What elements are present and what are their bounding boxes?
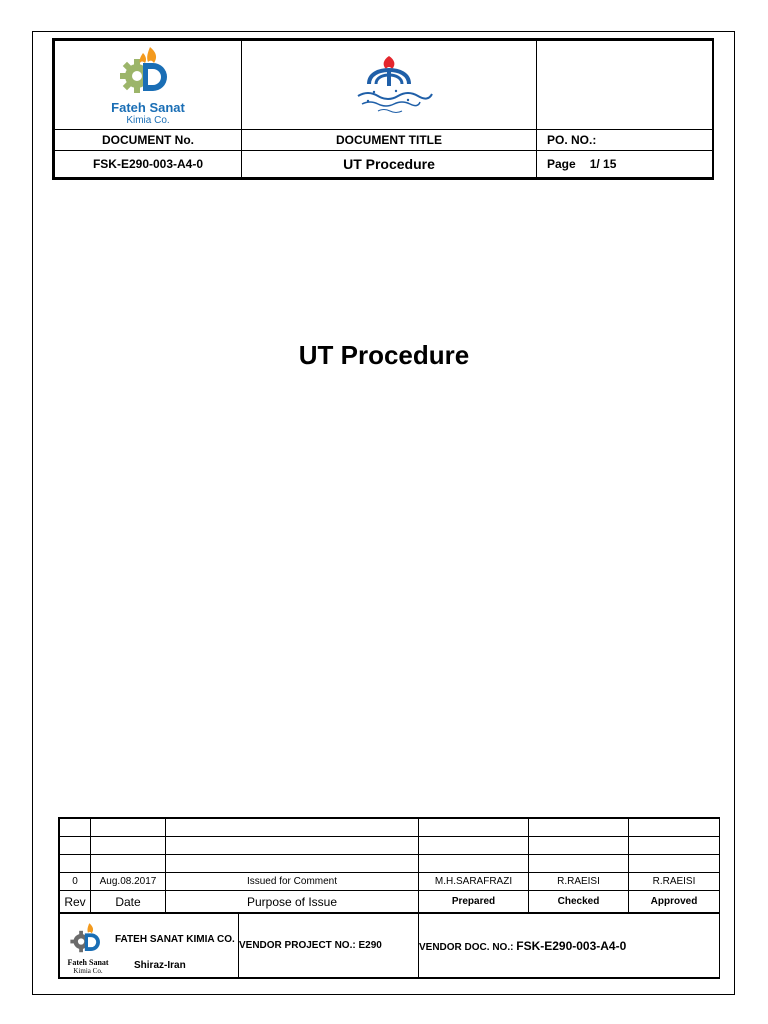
fateh-sanat-logo-icon: [117, 45, 179, 99]
page-value: 1/ 15: [589, 157, 617, 171]
purpose-cell: Issued for Comment: [166, 873, 419, 891]
checked-cell: [529, 837, 629, 855]
revision-row: [60, 855, 720, 873]
checked-cell: [529, 855, 629, 873]
doc-title-label: DOCUMENT TITLE: [242, 130, 537, 151]
vendor-doc-label: VENDOR DOC. NO.:: [419, 941, 514, 953]
footer-logo-sub: Kimia Co.: [73, 967, 103, 975]
checked-cell: [529, 819, 629, 837]
vendor-project-cell: [239, 914, 419, 978]
main-title: UT Procedure: [298, 340, 470, 370]
prepared-header: Prepared: [419, 891, 529, 913]
header-underline: [52, 179, 714, 180]
date-cell: [91, 819, 166, 837]
footer-company-name: FATEH SANAT KIMIA CO.: [115, 934, 235, 945]
revision-row: [60, 819, 720, 837]
approved-header: Approved: [629, 891, 720, 913]
prepared-cell: M.H.SARAFRAZI: [419, 873, 529, 891]
vendor-project-label: VENDOR PROJECT NO.:: [239, 940, 356, 951]
rev-cell: [60, 837, 91, 855]
doc-title-value: UT Procedure: [242, 151, 537, 178]
approved-cell: [629, 819, 720, 837]
company-logo-name: Fateh Sanat: [111, 99, 185, 115]
client-logo: [242, 54, 536, 116]
po-no-label: PO. NO.:: [537, 130, 713, 151]
revision-header-row: [60, 891, 720, 913]
fateh-sanat-logo: [55, 45, 241, 126]
vendor-project-value: E290: [358, 940, 382, 951]
prepared-cell: [419, 819, 529, 837]
document-header: [52, 38, 714, 180]
prepared-cell: [419, 837, 529, 855]
footer-logo-name: Fateh Sanat: [67, 958, 109, 967]
approved-cell: R.RAEISI: [629, 873, 720, 891]
header-empty-cell: [537, 41, 713, 130]
rev-cell: [60, 819, 91, 837]
purpose-cell: [166, 837, 419, 855]
footer-logo-icon: [68, 922, 108, 956]
date-cell: [91, 837, 166, 855]
company-logo-cell: [55, 41, 242, 130]
purpose-cell: [166, 819, 419, 837]
revision-row: [60, 873, 720, 891]
doc-no-label: DOCUMENT No.: [55, 130, 242, 151]
client-logo-icon: [344, 54, 434, 116]
client-logo-cell: [242, 41, 537, 130]
checked-cell: R.RAEISI: [529, 873, 629, 891]
approved-cell: [629, 837, 720, 855]
doc-no-value: FSK-E290-003-A4-0: [55, 151, 242, 178]
document-footer: [58, 912, 720, 979]
footer-company-city: Shiraz-Iran: [134, 960, 186, 971]
checked-header: Checked: [529, 891, 629, 913]
vendor-doc-cell: [419, 914, 720, 978]
purpose-cell: [166, 855, 419, 873]
revision-row: [60, 837, 720, 855]
company-logo-sub: Kimia Co.: [126, 114, 170, 126]
date-cell: Aug.08.2017: [91, 873, 166, 891]
footer-company-logo: [66, 922, 110, 978]
rev-cell: [60, 855, 91, 873]
rev-header: Rev: [60, 891, 91, 913]
rev-cell: 0: [60, 873, 91, 891]
revision-table: [58, 817, 720, 914]
date-header: Date: [91, 891, 166, 913]
date-cell: [91, 855, 166, 873]
vendor-doc-value: FSK-E290-003-A4-0: [516, 938, 627, 953]
company-cell: [60, 914, 239, 978]
approved-cell: [629, 855, 720, 873]
page-label: Page: [547, 157, 576, 171]
page-indicator: [537, 151, 713, 178]
prepared-cell: [419, 855, 529, 873]
purpose-header: Purpose of Issue: [166, 891, 419, 913]
